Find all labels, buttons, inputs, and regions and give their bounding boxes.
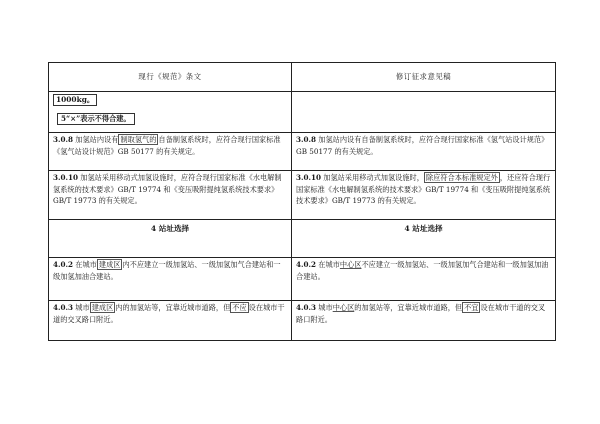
table-note-text: 5“×”表示不得合建。	[57, 113, 135, 125]
chapter-4-heading-current: 4 站址选择	[49, 220, 292, 258]
carry-over-cell	[49, 92, 292, 133]
edited-phrase: 不宜	[464, 303, 479, 312]
chapter-4-heading-draft: 4 站址选择	[292, 220, 556, 258]
header-current-code: 现行《规范》条文	[49, 63, 292, 92]
edited-phrase: 中心区	[339, 260, 362, 269]
clause-4-0-2-draft: 4.0.2 在城市中心区不应建立一级加氢站、一级加氢加气合建站和一级加氢加油合建站。	[292, 258, 556, 301]
edited-phrase: 中心区	[332, 303, 355, 312]
clause-4-0-2-current: 4.0.2 在城市 建成区 内不应建立一级加氢站、一级加氢加气合建站和一级加氢加油合建站。	[49, 258, 292, 301]
clause-4-0-3-draft: 4.0.3 城市中心区的加氢站等，宜靠近城市道路，但 不宜 设在城市干道的交叉路口附近。	[292, 301, 556, 341]
table-row	[49, 220, 556, 258]
carry-over-empty-cell	[292, 92, 556, 133]
clause-3-0-10-draft: 3.0.10 加氢站采用移动式加氢设施时， 除应符合本标准规定外 ，还应符合现行国家标准《水电解制氢系统的技术要求》GB/T 19774 和《变压吸附提纯氢系统技术要求》GB/T 19773 的有关规定。	[292, 171, 556, 220]
edited-phrase: 除应符合本标准规定外	[425, 173, 498, 182]
table-row	[49, 171, 556, 220]
table-row	[49, 258, 556, 301]
clause-3-0-8-current: 3.0.8 加氢站内设有 制取氢气的 自备制氢系统时，应符合现行国家标准《氢气站设计规范》GB 50177 的有关规定。	[49, 133, 292, 171]
comparison-table	[48, 62, 556, 341]
edited-phrase: 不应	[232, 303, 247, 312]
capacity-limit-text: 1000kg。	[53, 94, 97, 106]
table-row	[49, 92, 556, 133]
edited-phrase: 制取氢气的	[120, 135, 157, 144]
clause-4-0-3-current: 4.0.3 城市 建成区 内的加氢站等，宜靠近城市道路，但 不应 设在城市干道的交叉路口附近。	[49, 301, 292, 341]
table-row	[49, 301, 556, 341]
table-header-row	[49, 63, 556, 92]
clause-3-0-10-current: 3.0.10 加氢站采用移动式加氢设施时，应符合现行国家标准《水电解制氢系统的技术要求》GB/T 19774 和《变压吸附提纯氢系统技术要求》GB/T 19773 的有关规定。	[49, 171, 292, 220]
header-revision-draft: 修订征求意见稿	[292, 63, 556, 92]
table-row	[49, 133, 556, 171]
edited-phrase: 建成区	[91, 303, 114, 312]
edited-phrase: 建成区	[98, 260, 121, 269]
clause-3-0-8-draft: 3.0.8 加氢站内设有自备制氢系统时，应符合现行国家标准《氢气站设计规范》GB 50177 的有关规定。	[292, 133, 556, 171]
